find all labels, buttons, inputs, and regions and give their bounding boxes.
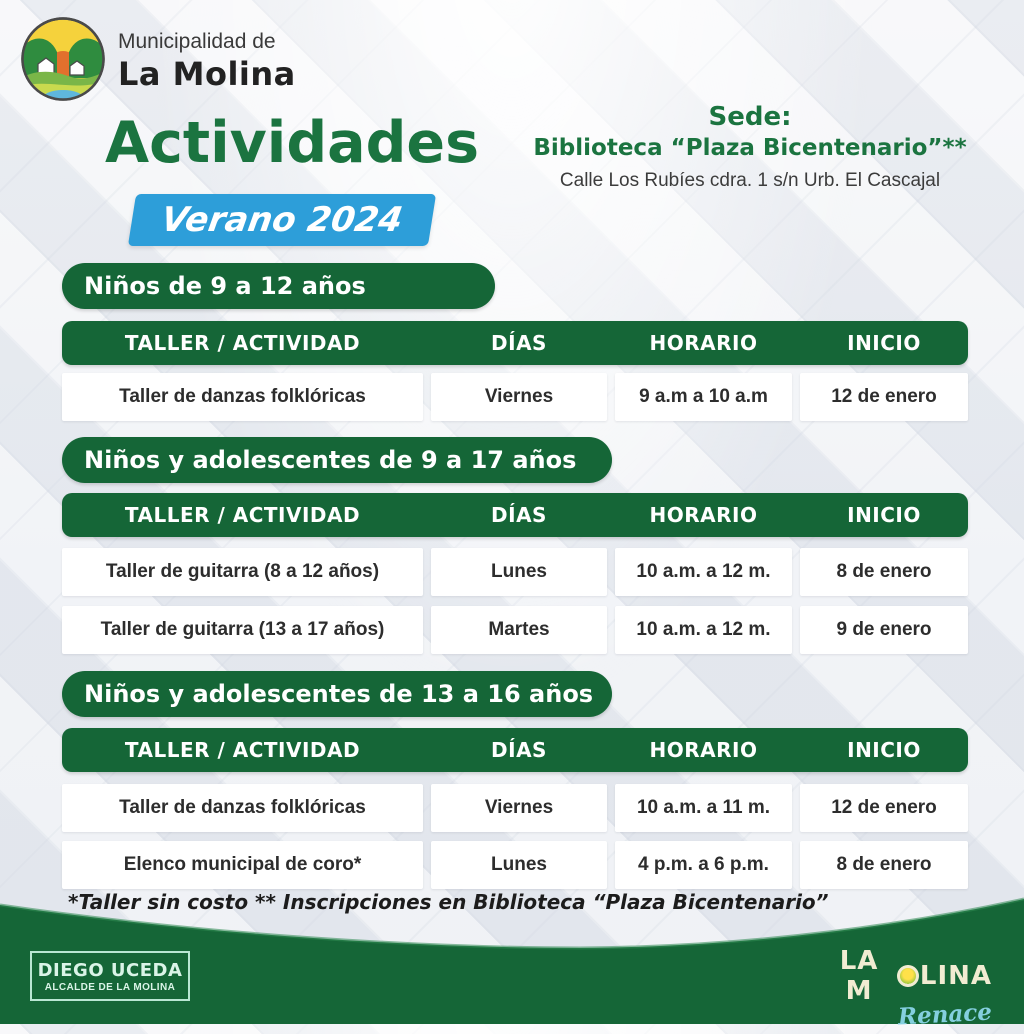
- table-header: [62, 728, 968, 772]
- table-row: [62, 841, 968, 889]
- cell-horario: 10 a.m. a 12 m.: [615, 606, 792, 654]
- cell-horario: 10 a.m. a 12 m.: [615, 548, 792, 596]
- column-header-horario: HORARIO: [649, 503, 758, 527]
- venue-address: Calle Los Rubíes cdra. 1 s/n Urb. El Cascajal: [559, 170, 941, 191]
- venue-name: Biblioteca “Plaza Bicentenario”**: [533, 135, 967, 161]
- cell-taller: Taller de guitarra (13 a 17 años): [62, 606, 423, 654]
- municipality-emblem-icon: [20, 16, 106, 107]
- venue-label: Sede:: [708, 102, 792, 132]
- cell-inicio: 12 de enero: [800, 784, 968, 832]
- municipality-brand: [20, 16, 296, 107]
- section-title-ninos-9-12: Niños de 9 a 12 años: [62, 263, 495, 309]
- wordmark-part2: LINA: [919, 961, 992, 991]
- cell-dias: Viernes: [431, 784, 607, 832]
- cell-horario: 10 a.m. a 11 m.: [615, 784, 792, 832]
- column-header-taller: TALLER / ACTIVIDAD: [124, 331, 361, 355]
- column-header-dias: DÍAS: [491, 503, 547, 527]
- org-name-line1: Municipalidad de: [118, 30, 276, 53]
- cell-taller: Taller de danzas folklóricas: [62, 373, 423, 421]
- column-header-taller: TALLER / ACTIVIDAD: [124, 738, 361, 762]
- table-row: [62, 373, 968, 421]
- cell-taller: Taller de guitarra (8 a 12 años): [62, 548, 423, 596]
- table-header: [62, 321, 968, 365]
- cell-inicio: 8 de enero: [800, 548, 968, 596]
- cell-horario: 9 a.m a 10 a.m: [615, 373, 792, 421]
- cell-inicio: 8 de enero: [800, 841, 968, 889]
- org-name-line2: La Molina: [118, 55, 296, 93]
- column-header-dias: DÍAS: [491, 738, 547, 762]
- column-header-inicio: INICIO: [847, 738, 921, 762]
- section-title-ninos-13-16: Niños y adolescentes de 13 a 16 años: [62, 671, 612, 717]
- wordmark-part1: LA M: [839, 946, 879, 1006]
- column-header-dias: DÍAS: [491, 331, 547, 355]
- season-banner-label: Verano 2024: [158, 200, 406, 240]
- section-title-ninos-9-17: Niños y adolescentes de 9 a 17 años: [62, 437, 612, 483]
- table-header: [62, 493, 968, 537]
- cell-dias: Lunes: [431, 548, 607, 596]
- mayor-badge: [30, 951, 190, 1001]
- table-row: [62, 548, 968, 596]
- season-banner: [128, 194, 436, 246]
- cell-dias: Lunes: [431, 841, 607, 889]
- page-title: Actividades: [104, 110, 480, 176]
- molina-o-icon: [897, 965, 919, 987]
- column-header-horario: HORARIO: [649, 331, 758, 355]
- footnote: *Taller sin costo ** Inscripciones en Biblioteca “Plaza Bicentenario”: [68, 890, 829, 914]
- column-header-taller: TALLER / ACTIVIDAD: [124, 503, 361, 527]
- venue-block: [520, 102, 980, 192]
- column-header-inicio: INICIO: [847, 331, 921, 355]
- cell-horario: 4 p.m. a 6 p.m.: [615, 841, 792, 889]
- table-row: [62, 606, 968, 654]
- cell-dias: Martes: [431, 606, 607, 654]
- la-molina-wordmark: [822, 946, 992, 1006]
- cell-inicio: 9 de enero: [800, 606, 968, 654]
- mayor-title: ALCALDE DE LA MOLINA: [44, 981, 176, 993]
- column-header-inicio: INICIO: [847, 503, 921, 527]
- la-molina-renace-logo: [822, 946, 992, 1030]
- table-row: [62, 784, 968, 832]
- cell-taller: Taller de danzas folklóricas: [62, 784, 423, 832]
- cell-taller: Elenco municipal de coro*: [62, 841, 423, 889]
- renace-script: Renace: [897, 998, 993, 1031]
- cell-dias: Viernes: [431, 373, 607, 421]
- cell-inicio: 12 de enero: [800, 373, 968, 421]
- mayor-name: DIEGO UCEDA: [37, 959, 183, 981]
- column-header-horario: HORARIO: [649, 738, 758, 762]
